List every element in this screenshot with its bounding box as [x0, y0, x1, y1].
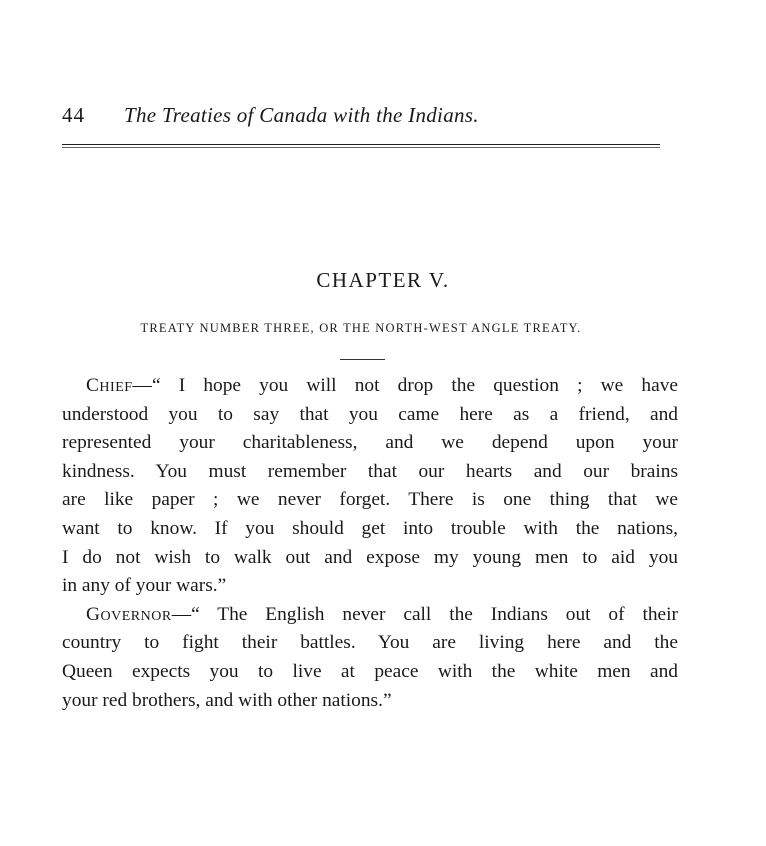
section-rule: [340, 359, 385, 360]
paragraph-chief: [62, 372, 678, 601]
text-line: understood you to say that you came here as a friend, and: [62, 403, 678, 425]
chapter-subtitle: TREATY NUMBER THREE, OR THE NORTH-WEST ANGLE TREATY.: [140, 321, 582, 335]
text-line: Queen expects you to live at peace with the white men and: [62, 660, 678, 682]
text-line: represented your charitableness, and we depend upon your: [62, 432, 678, 454]
text-line: your red brothers, and with other nations.”: [62, 689, 392, 711]
text-line: Chief—“ I hope you will not drop the question ; we have: [86, 375, 678, 396]
speaker-name: Governor: [86, 603, 172, 625]
page-number: 44: [62, 103, 85, 127]
text-line: country to fight their battles. You are living here and the: [62, 632, 678, 654]
running-title: The Treaties of Canada with the Indians.: [124, 103, 479, 127]
text-line: in any of your wars.”: [62, 575, 227, 597]
text-line: I do not wish to walk out and expose my young men to aid you: [62, 546, 678, 568]
paragraph-governor: [62, 601, 678, 715]
text-line: kindness. You must remember that our hearts and our brains: [62, 460, 678, 482]
speaker-name: Chief: [86, 375, 133, 396]
header-rule-lower: [62, 147, 660, 148]
text-line: are like paper ; we never forget. There is one thing that we: [62, 489, 678, 511]
text-line: Governor—“ The English never call the Indians out of their: [86, 603, 678, 625]
running-head: [62, 100, 662, 130]
text-line: want to know. If you should get into trouble with the nations,: [62, 517, 678, 539]
chapter-title: CHAPTER V.: [316, 268, 450, 292]
header-rule: [62, 144, 660, 145]
body-text: [62, 372, 678, 715]
